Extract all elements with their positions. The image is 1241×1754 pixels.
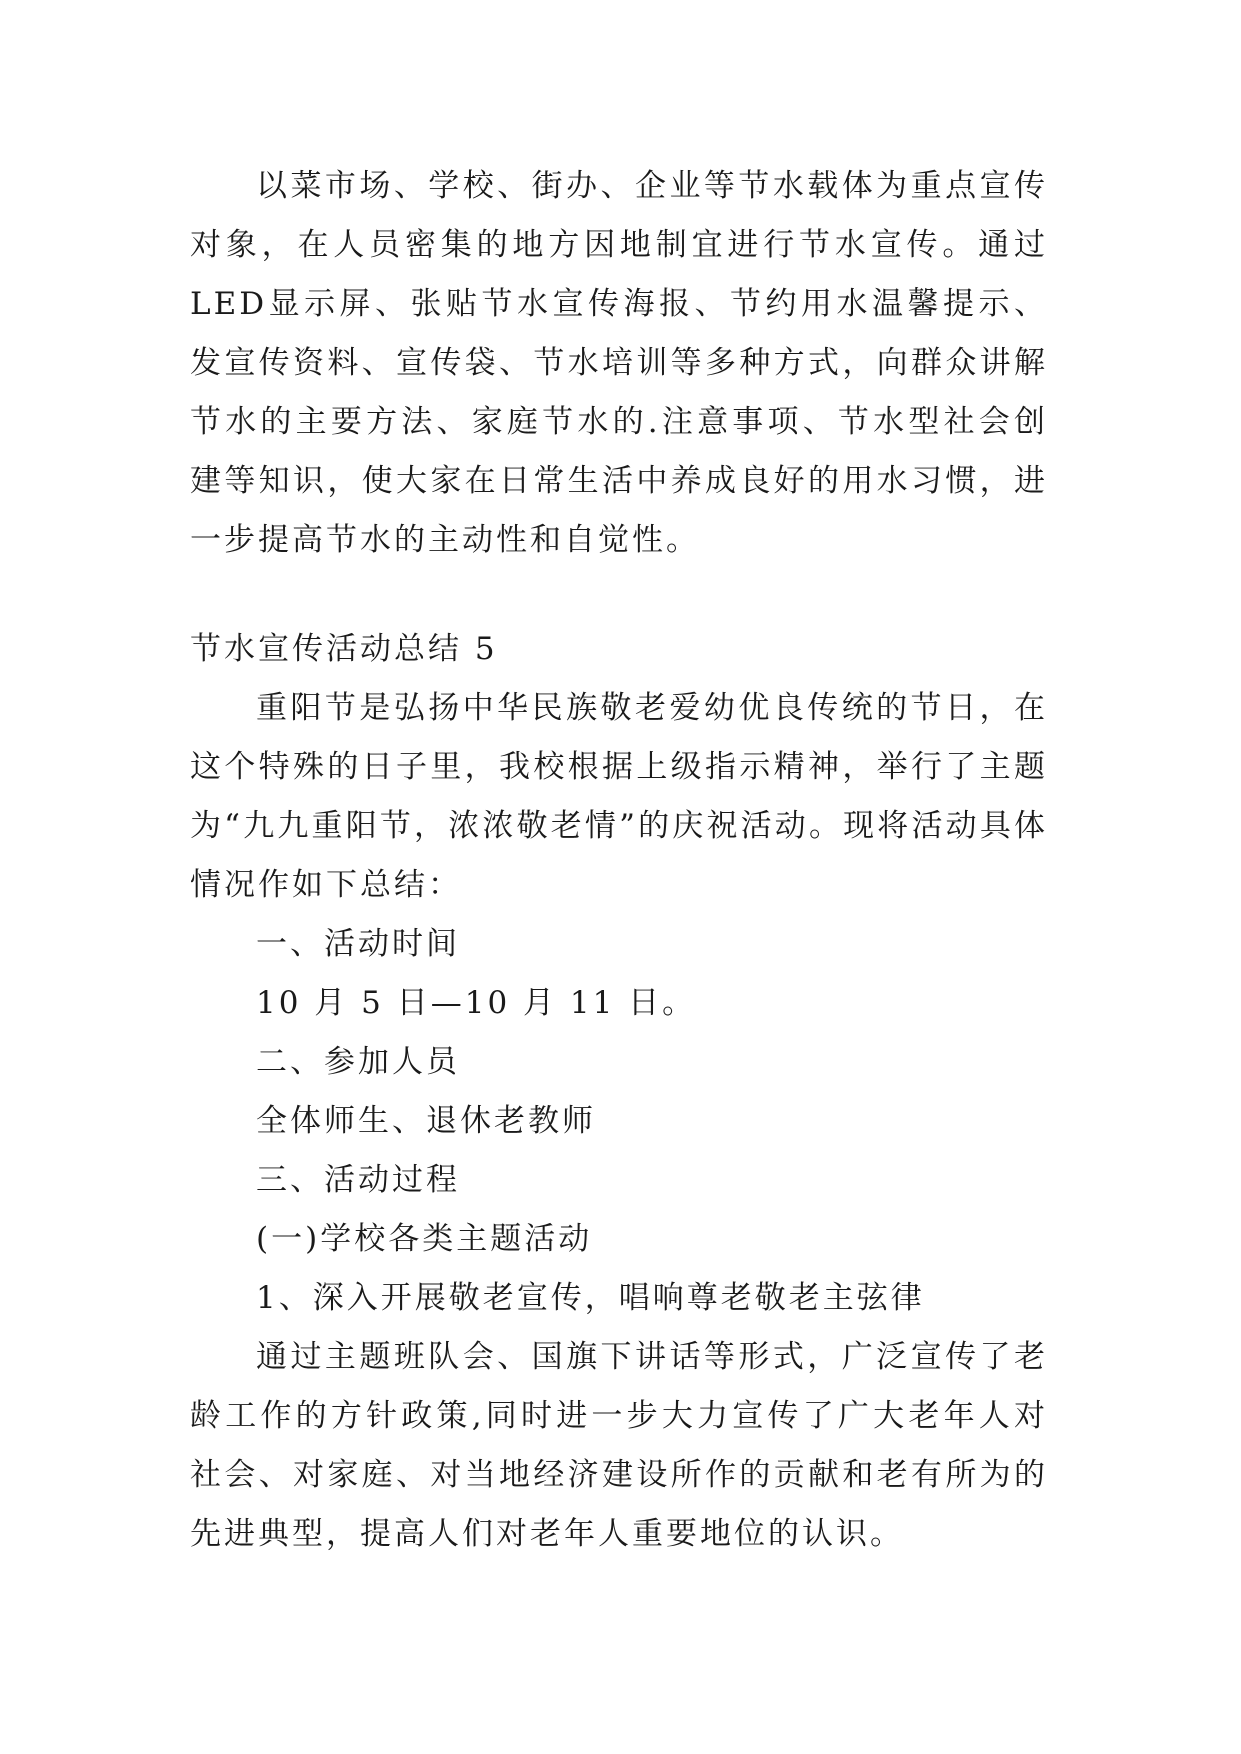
item-heading: 二、参加人员 (256, 1044, 460, 1080)
body-paragraph: 以菜市场、学校、街办、企业等节水载体为重点宣传对象，在人员密集的地方因地制宜进行节水宣传。通过LED显示屏、张贴节水宣传海报、节约用水温馨提示、发宣传资料、宣传袋、节水培训等多种方式，向群众讲解节水的主要方法、家庭节水的.注意事项、节水型社会创建等知识，使大家在日常生活中养成良好的用水习惯，进一步提高节水的主动性和自觉性。 (190, 168, 1048, 558)
item-value: 10 月 5 日—10 月 11 日。 (256, 985, 697, 1021)
subitem-heading: 1、深入开展敬老宣传，唱响尊老敬老主弦律 (256, 1280, 925, 1316)
item-heading: 三、活动过程 (256, 1162, 460, 1198)
section-title: 节水宣传活动总结 5 (190, 631, 498, 667)
body-paragraph: 重阳节是弘扬中华民族敬老爱幼优良传统的节日，在这个特殊的日子里，我校根据上级指示精神，举行了主题为“九九重阳节，浓浓敬老情”的庆祝活动。现将活动具体情况作如下总结： (190, 690, 1048, 903)
body-paragraph: 通过主题班队会、国旗下讲话等形式，广泛宣传了老龄工作的方针政策,同时进一步大力宣传了广大老年人对社会、对家庭、对当地经济建设所作的贡献和老有所为的先进典型，提高人们对老年人重要地位的认识。 (190, 1339, 1048, 1552)
document-body-section (190, 620, 1048, 1564)
document-body-top (190, 157, 1048, 570)
item-heading: 一、活动时间 (256, 926, 460, 962)
item-value: 全体师生、退休老教师 (256, 1103, 596, 1139)
subsection-heading: (一)学校各类主题活动 (256, 1221, 593, 1257)
